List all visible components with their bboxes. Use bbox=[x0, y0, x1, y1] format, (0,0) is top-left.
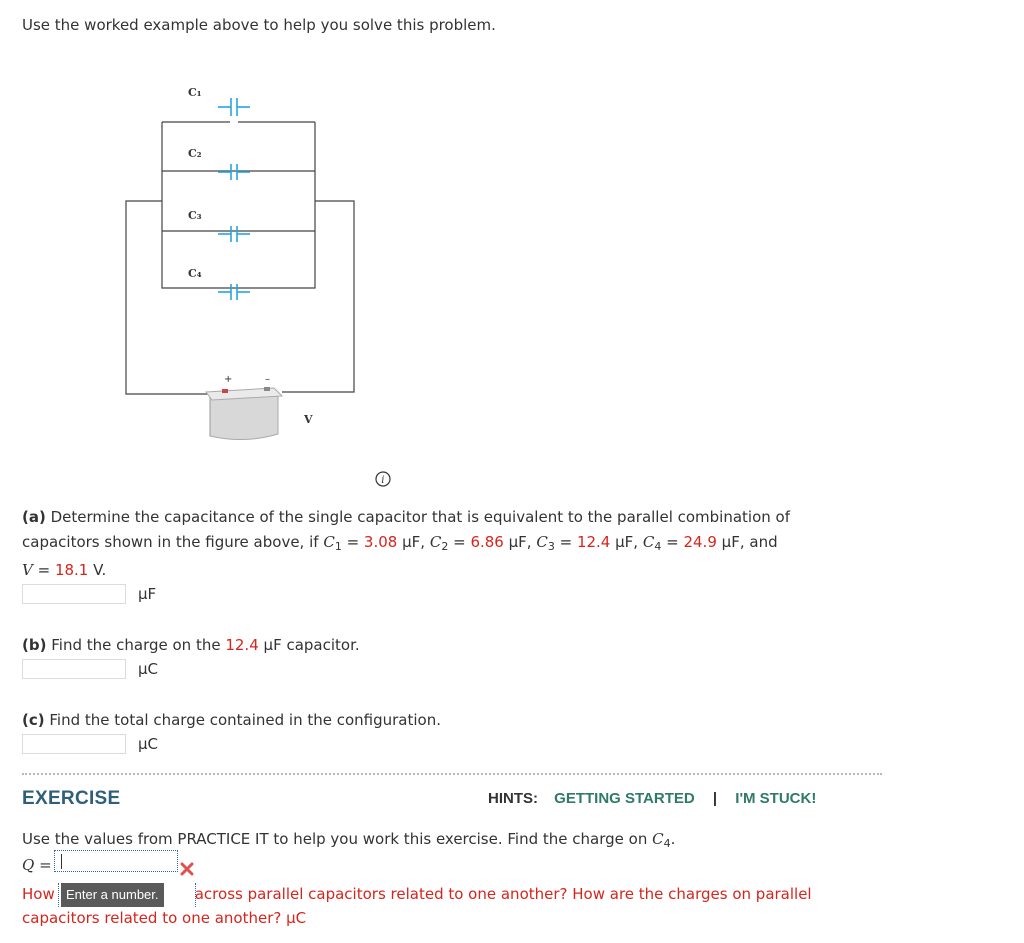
label-c1: C₁ bbox=[188, 86, 202, 99]
and-word: and bbox=[749, 533, 778, 551]
feedback-line2: capacitors related to one another? µC bbox=[22, 909, 307, 927]
capacitor-c1 bbox=[218, 98, 250, 116]
part-b-tag: (b) bbox=[22, 636, 47, 654]
c3-value: 12.4 bbox=[576, 533, 611, 551]
part-a-text1: Determine the capacitance of the single capacitor that is equivalent to the parallel combination of bbox=[50, 508, 791, 526]
part-a-text2: capacitors shown in the figure above, if bbox=[22, 533, 319, 551]
exercise-c4-sub: 4 bbox=[663, 837, 671, 850]
battery-minus: – bbox=[265, 374, 270, 385]
part-a-tag: (a) bbox=[22, 508, 46, 526]
exercise-prompt-text: Use the values from PRACTICE IT to help you work this exercise. Find the charge on bbox=[22, 830, 648, 848]
enter-number-tooltip: Enter a number. bbox=[61, 883, 164, 907]
battery-icon bbox=[206, 387, 282, 440]
c4-sub: 4 bbox=[654, 540, 662, 553]
part-a-answer-input[interactable] bbox=[22, 584, 126, 604]
c4-unit: µF, bbox=[721, 533, 745, 551]
capacitor-c3 bbox=[218, 226, 250, 242]
c4-symbol: C bbox=[642, 533, 655, 551]
label-c2: C₂ bbox=[188, 147, 202, 160]
exercise-c4-symbol: C bbox=[652, 830, 664, 848]
section-divider bbox=[22, 773, 882, 775]
part-c-text: Find the total charge contained in the configuration. bbox=[49, 711, 442, 729]
part-c-line bbox=[22, 708, 441, 732]
feedback-start: How bbox=[22, 885, 55, 903]
hint-getting-started-link[interactable]: GETTING STARTED bbox=[554, 790, 695, 807]
exercise-prompt: Use the values from PRACTICE IT to help you work this exercise. Find the charge on $C_4$. bbox=[22, 830, 676, 850]
hint-stuck-link[interactable]: I'M STUCK! bbox=[735, 790, 817, 807]
hints-label: HINTS: bbox=[488, 790, 538, 807]
part-b-unit: µC bbox=[138, 660, 159, 678]
circuit-figure bbox=[110, 80, 370, 450]
feedback-rest: across parallel capacitors related to one another? How are the charges on parallel bbox=[194, 885, 812, 903]
part-b-line bbox=[22, 633, 360, 657]
part-c-unit: µC bbox=[138, 735, 159, 753]
c4-value: 24.9 bbox=[683, 533, 717, 551]
c2-unit: µF, bbox=[508, 533, 532, 551]
inner-frame bbox=[162, 122, 315, 288]
c1-unit: µF, bbox=[402, 533, 426, 551]
part-a-unit: µF bbox=[138, 585, 157, 603]
intro-text: Use the worked example above to help you solve this problem. bbox=[22, 16, 496, 34]
part-a-line2: capacitors shown in the figure above, if $C_1 = 3.08$ µF, $C_2 = 6.86$ µF, $C_3 = 12.4$ µF, $C_4 = 24.9$ µF, and bbox=[22, 533, 778, 553]
c1-symbol: C bbox=[323, 533, 335, 551]
hints-bar bbox=[488, 790, 816, 807]
part-b-text-pre: Find the charge on the bbox=[51, 636, 221, 654]
c3-sub: 3 bbox=[547, 540, 555, 553]
part-c-answer-input[interactable] bbox=[22, 734, 126, 754]
c2-symbol: C bbox=[429, 533, 442, 551]
c1-value: 3.08 bbox=[363, 533, 398, 551]
part-b-text-post: µF capacitor. bbox=[263, 636, 360, 654]
svg-text:i: i bbox=[381, 475, 385, 486]
part-a-line1 bbox=[22, 505, 790, 529]
capacitor-c4 bbox=[218, 284, 250, 300]
q-label: Q = bbox=[22, 856, 52, 874]
info-icon[interactable] bbox=[375, 471, 391, 487]
c1-sub: 1 bbox=[334, 540, 342, 553]
c3-symbol: C bbox=[536, 533, 548, 551]
part-b-value: 12.4 bbox=[225, 636, 259, 654]
label-c4: C₄ bbox=[188, 267, 202, 280]
v-symbol: V bbox=[22, 561, 33, 579]
part-b-answer-input[interactable] bbox=[22, 659, 126, 679]
incorrect-x-icon bbox=[180, 862, 194, 876]
label-c3: C₃ bbox=[188, 209, 202, 222]
text-caret bbox=[61, 854, 62, 869]
c3-unit: µF, bbox=[615, 533, 639, 551]
v-value: 18.1 bbox=[54, 561, 89, 579]
c2-sub: 2 bbox=[441, 540, 449, 553]
exercise-title: EXERCISE bbox=[22, 788, 121, 809]
exercise-q-input[interactable] bbox=[54, 850, 178, 872]
v-unit: V. bbox=[93, 561, 107, 579]
c2-value: 6.86 bbox=[470, 533, 504, 551]
part-c-tag: (c) bbox=[22, 711, 45, 729]
voltage-label: V bbox=[304, 413, 313, 426]
capacitor-c2 bbox=[218, 164, 250, 180]
part-a-line3: V = 18.1 V. bbox=[22, 561, 107, 579]
hints-separator: | bbox=[712, 790, 718, 807]
battery-plus: + bbox=[224, 374, 233, 385]
